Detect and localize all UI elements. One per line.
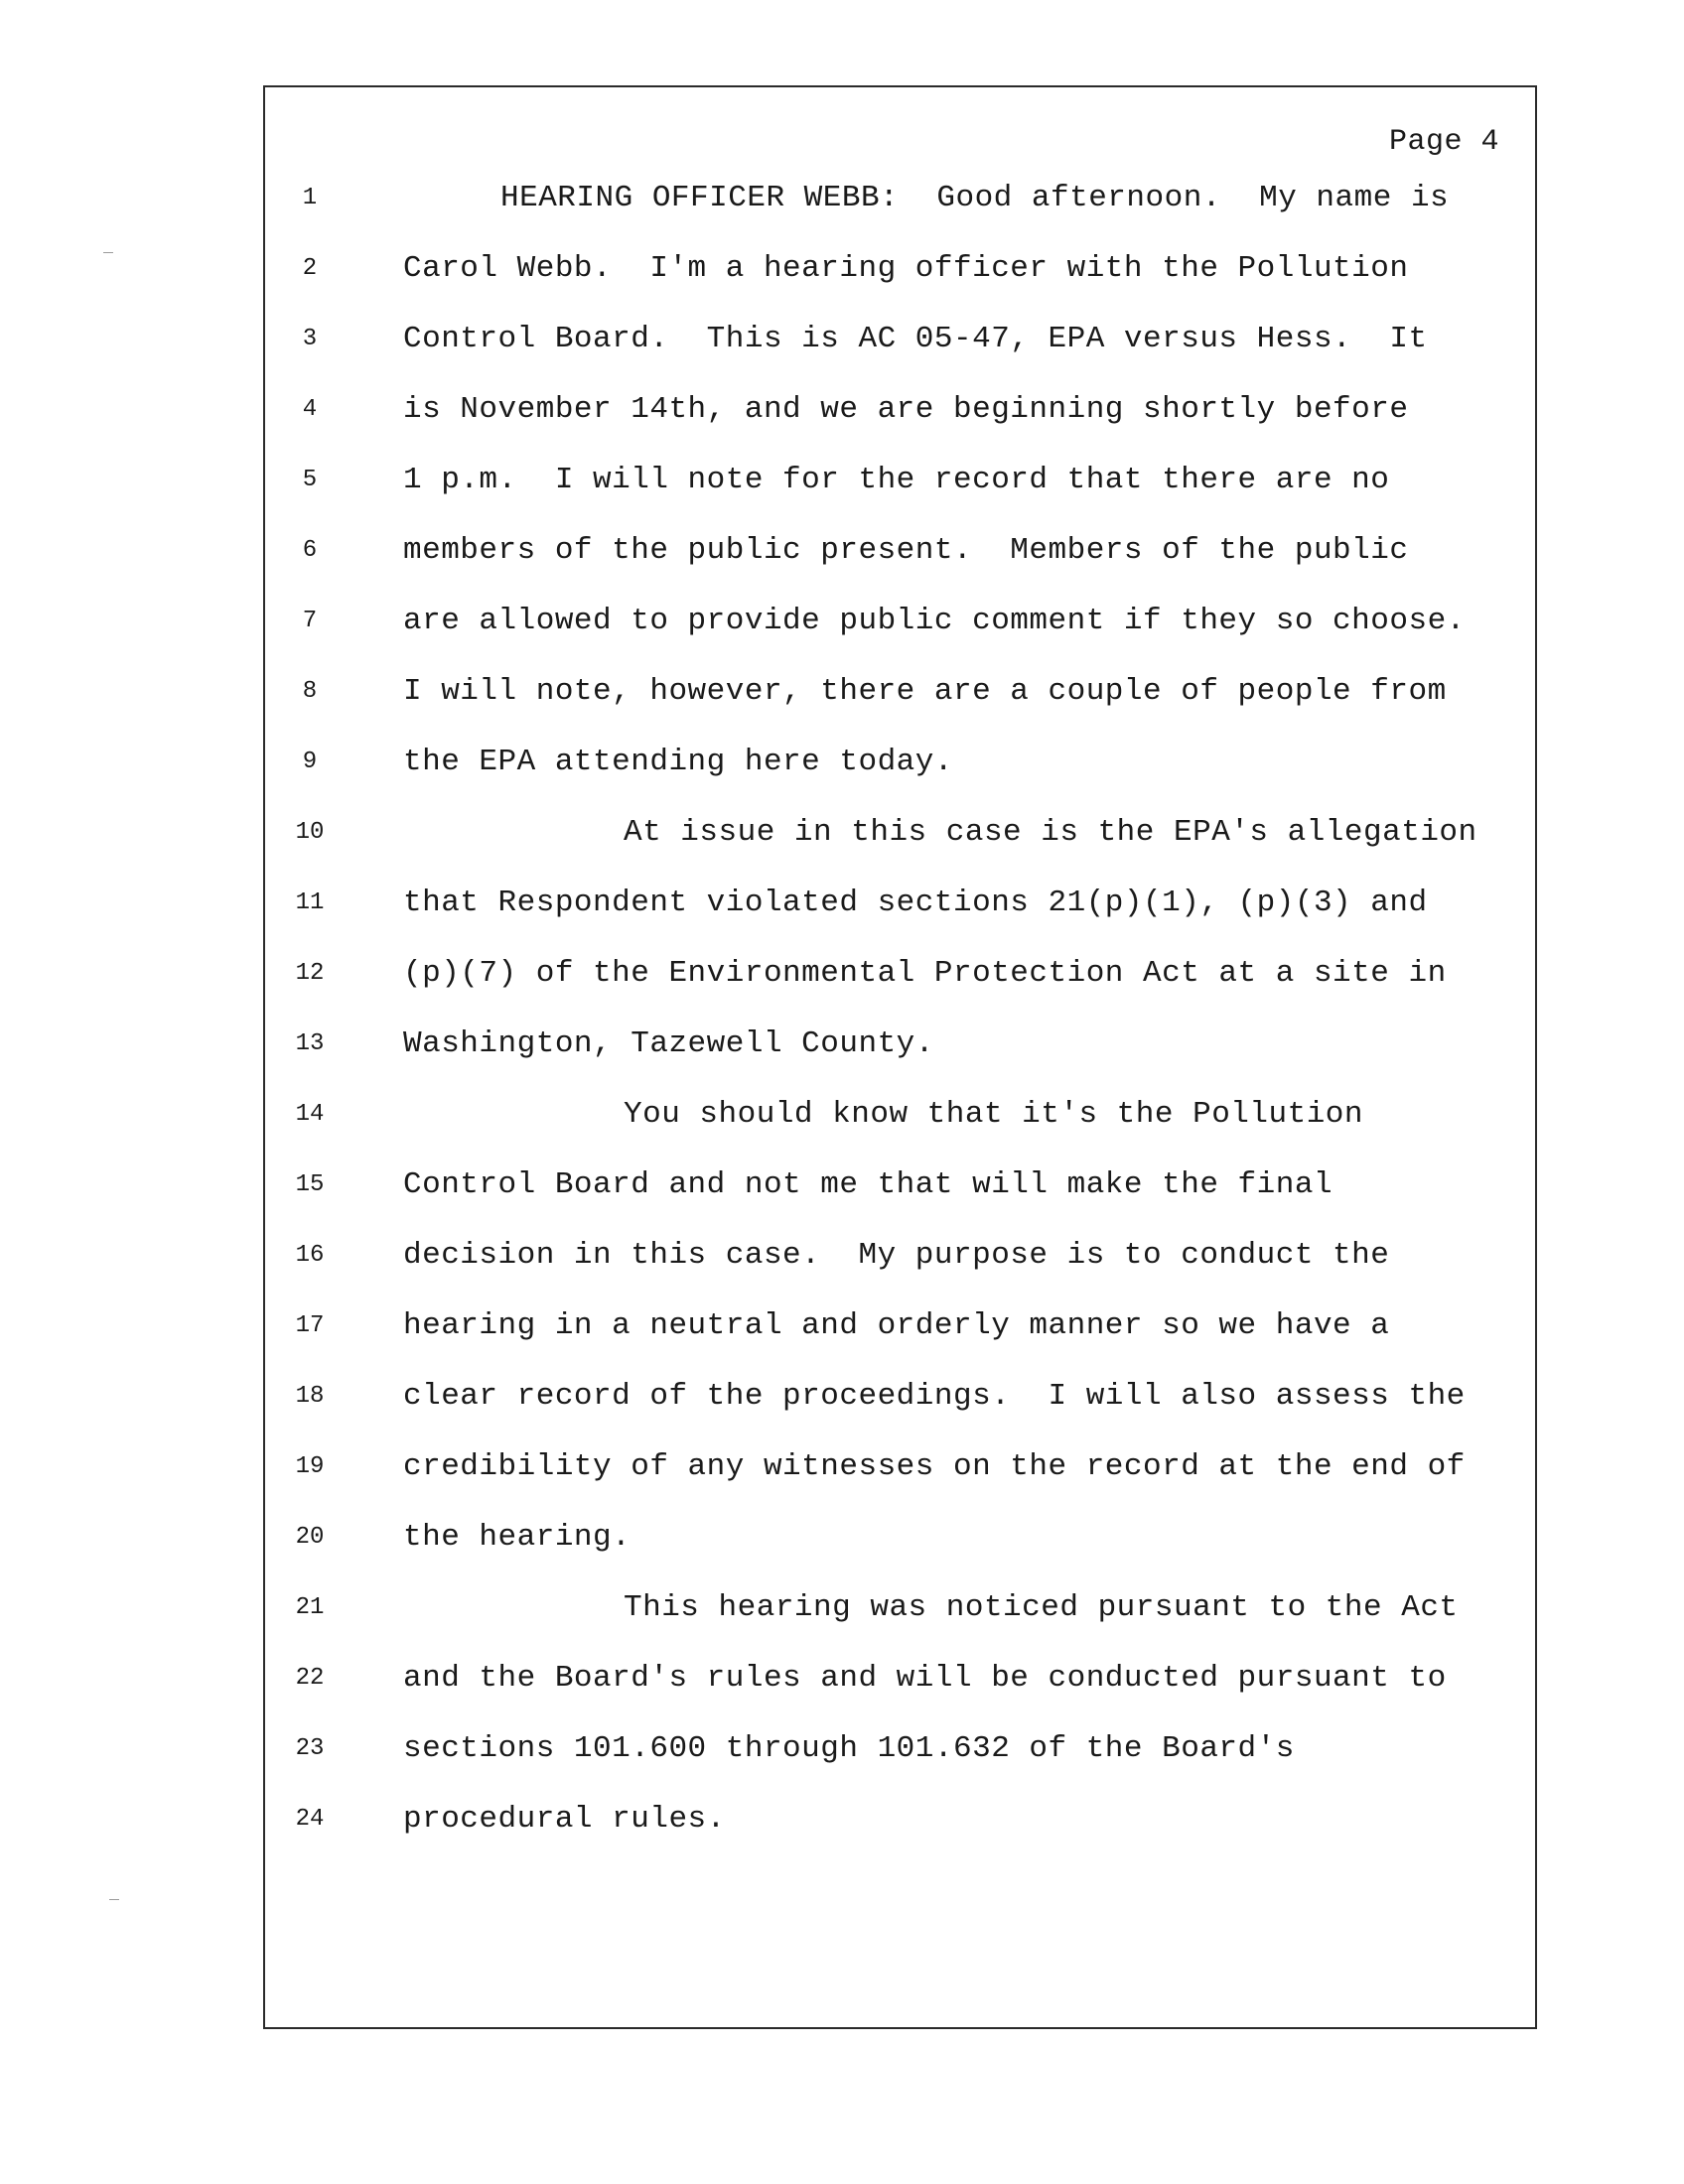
line-number: 5 bbox=[302, 467, 318, 493]
line-text: sections 101.600 through 101.632 of the Board's bbox=[403, 1731, 1295, 1766]
transcript-line bbox=[0, 461, 1684, 500]
line-text: I will note, however, there are a couple of people from bbox=[403, 674, 1447, 709]
line-number: 18 bbox=[295, 1383, 325, 1410]
transcript-line bbox=[0, 672, 1684, 712]
line-number: 4 bbox=[302, 396, 318, 423]
line-number: 15 bbox=[295, 1171, 325, 1198]
line-number: 7 bbox=[302, 608, 318, 634]
line-text: HEARING OFFICER WEBB: Good afternoon. My name is bbox=[500, 181, 1450, 215]
line-number: 21 bbox=[295, 1594, 325, 1621]
transcript-line bbox=[0, 954, 1684, 994]
transcript-line bbox=[0, 1306, 1684, 1346]
line-text: (p)(7) of the Environmental Protection Act at a site in bbox=[403, 956, 1447, 991]
line-text: members of the public present. Members of the public bbox=[403, 533, 1409, 568]
line-text: procedural rules. bbox=[403, 1802, 726, 1837]
transcript-line bbox=[0, 602, 1684, 641]
transcript-line bbox=[0, 320, 1684, 359]
line-number: 19 bbox=[295, 1453, 325, 1480]
line-number: 2 bbox=[302, 255, 318, 282]
line-number: 3 bbox=[302, 326, 318, 352]
line-text: that Respondent violated sections 21(p)(1), (p)(3) and bbox=[403, 886, 1428, 920]
line-text: hearing in a neutral and orderly manner so we have a bbox=[403, 1308, 1390, 1343]
transcript-line bbox=[0, 1729, 1684, 1769]
transcript-line bbox=[0, 390, 1684, 430]
transcript-line bbox=[0, 249, 1684, 289]
transcript-line bbox=[0, 1659, 1684, 1699]
line-number: 9 bbox=[302, 749, 318, 775]
line-number: 11 bbox=[295, 889, 325, 916]
line-text: decision in this case. My purpose is to conduct the bbox=[403, 1238, 1390, 1273]
line-text: 1 p.m. I will note for the record that there are no bbox=[403, 463, 1390, 497]
transcript-line bbox=[0, 531, 1684, 571]
transcript-line bbox=[0, 1236, 1684, 1276]
line-text: You should know that it's the Pollution bbox=[624, 1097, 1364, 1132]
line-number: 23 bbox=[295, 1735, 325, 1762]
line-number: 24 bbox=[295, 1806, 325, 1833]
line-number: 8 bbox=[302, 678, 318, 705]
line-text: credibility of any witnesses on the record at the end of bbox=[403, 1449, 1466, 1484]
line-number: 6 bbox=[302, 537, 318, 564]
line-number: 12 bbox=[295, 960, 325, 987]
transcript-line bbox=[0, 1165, 1684, 1205]
line-text: Washington, Tazewell County. bbox=[403, 1026, 934, 1061]
transcript-line bbox=[0, 179, 1684, 218]
line-text: At issue in this case is the EPA's allegation bbox=[624, 815, 1477, 850]
transcript-line bbox=[0, 1377, 1684, 1417]
line-number: 20 bbox=[295, 1524, 325, 1551]
line-number: 22 bbox=[295, 1665, 325, 1692]
line-text: is November 14th, and we are beginning shortly before bbox=[403, 392, 1409, 427]
transcript-line bbox=[0, 1588, 1684, 1628]
transcript-line bbox=[0, 1095, 1684, 1135]
line-text: Control Board and not me that will make the final bbox=[403, 1167, 1333, 1202]
line-number: 14 bbox=[295, 1101, 325, 1128]
scan-speck bbox=[103, 252, 113, 253]
line-number: 1 bbox=[302, 185, 318, 211]
line-text: Control Board. This is AC 05-47, EPA versus Hess. It bbox=[403, 322, 1428, 356]
line-text: Carol Webb. I'm a hearing officer with the Pollution bbox=[403, 251, 1409, 286]
line-number: 13 bbox=[295, 1030, 325, 1057]
line-text: the EPA attending here today. bbox=[403, 745, 953, 779]
line-text: clear record of the proceedings. I will also assess the bbox=[403, 1379, 1466, 1414]
transcript-line bbox=[0, 1518, 1684, 1558]
transcript-line bbox=[0, 743, 1684, 782]
page-number: Page 4 bbox=[1388, 125, 1499, 159]
scan-speck bbox=[109, 1899, 119, 1900]
transcript-line bbox=[0, 1024, 1684, 1064]
line-number: 10 bbox=[295, 819, 325, 846]
transcript-line bbox=[0, 813, 1684, 853]
transcript-line bbox=[0, 1447, 1684, 1487]
line-text: and the Board's rules and will be conducted pursuant to bbox=[403, 1661, 1447, 1696]
transcript-line bbox=[0, 884, 1684, 923]
line-text: the hearing. bbox=[403, 1520, 632, 1555]
line-number: 16 bbox=[295, 1242, 325, 1269]
line-text: are allowed to provide public comment if they so choose. bbox=[403, 604, 1466, 638]
line-text: This hearing was noticed pursuant to the Act bbox=[624, 1590, 1459, 1625]
line-number: 17 bbox=[295, 1312, 325, 1339]
transcript-line bbox=[0, 1800, 1684, 1840]
